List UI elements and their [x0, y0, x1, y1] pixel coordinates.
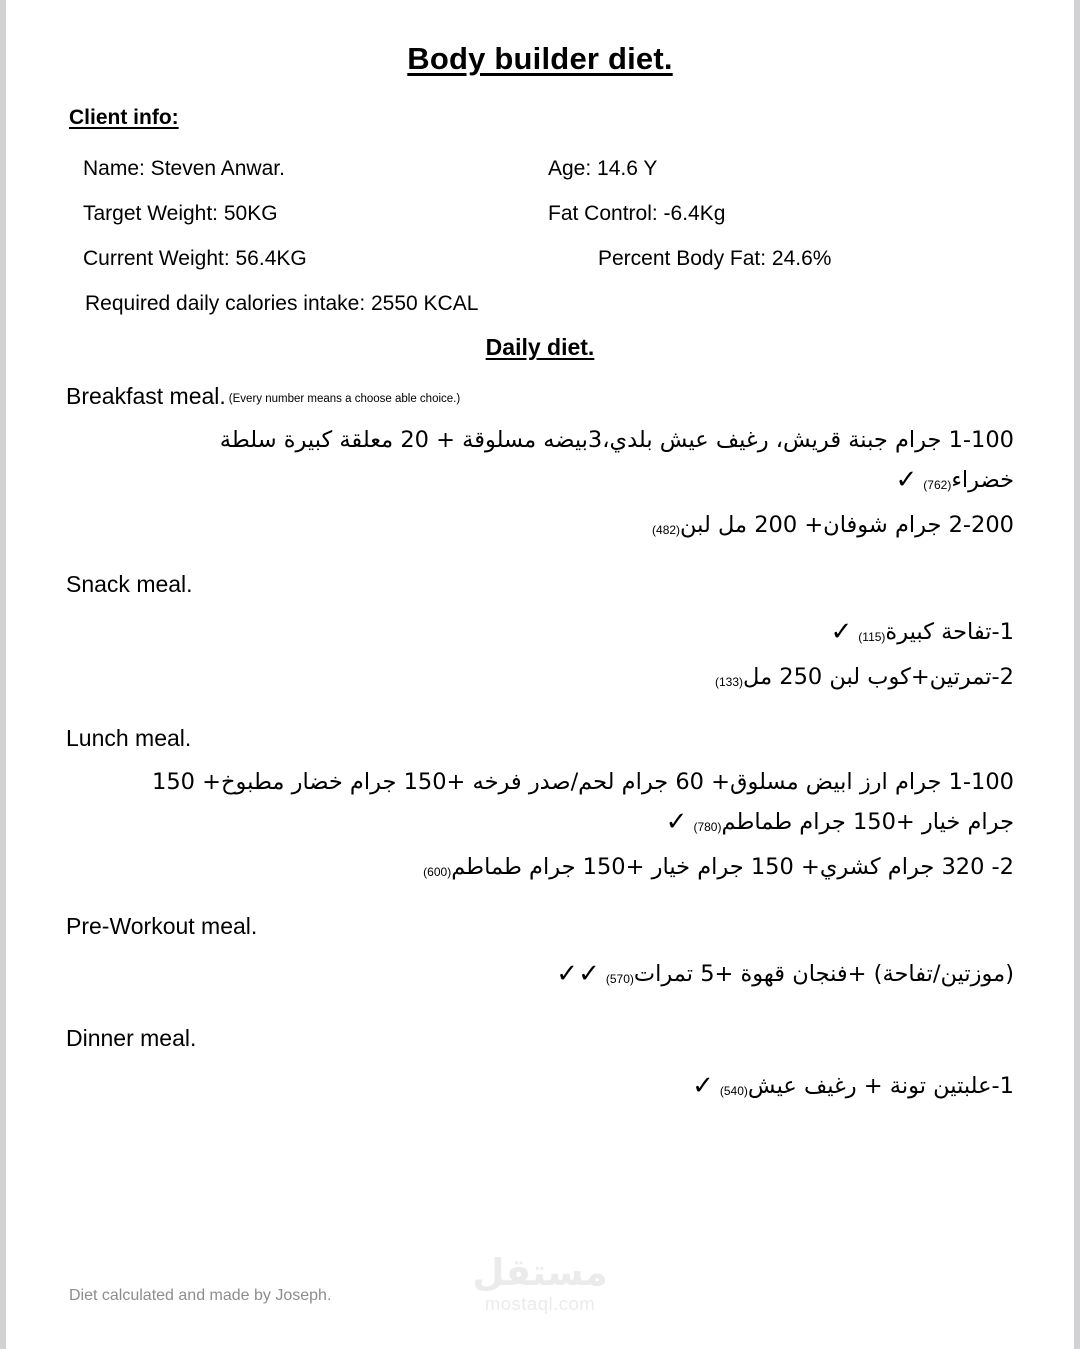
client-fat-control: Fat Control: -6.4Kg — [548, 202, 726, 226]
dinner-option-1-text: 1-علبتين تونة + رغيف عيش — [747, 1072, 1014, 1099]
breakfast-option-2 — [103, 507, 1014, 549]
snack-option-2 — [63, 660, 1014, 703]
lunch-heading — [63, 703, 1017, 752]
snack-option-1-check-icon: ✓ — [830, 617, 853, 648]
preworkout-option-1 — [63, 954, 1014, 1002]
dinner-options — [63, 1052, 1017, 1114]
client-info-row-current-bodyfat — [63, 236, 1017, 281]
breakfast-heading — [63, 361, 1017, 410]
lunch-option-2-text: 2- 320 جرام كشري+ 150 جرام خيار +150 جرام طماطم — [451, 853, 1014, 880]
client-info-row-name-age — [63, 146, 1017, 191]
lunch-option-1-text: 1-100 جرام ارز ابيض مسلوق+ 60 جرام لحم/صدر فرخه +150 جرام خضار مطبوخ+ 150 جرام خيار +150 جرام طماطم — [152, 769, 1014, 835]
client-age: Age: 14.6 Y — [548, 157, 658, 181]
client-info-heading — [63, 76, 1017, 130]
client-info-block — [63, 130, 1017, 314]
page-title — [63, 0, 1017, 76]
daily-diet-heading-text: Daily diet. — [485, 334, 595, 361]
snack-option-1-kcal: (115) — [858, 630, 886, 645]
daily-diet-heading — [63, 314, 1017, 361]
lunch-heading-text: Lunch meal. — [66, 725, 192, 752]
dinner-option-1-kcal: (540) — [719, 1083, 748, 1098]
footer-credit: Diet calculated and made by Joseph. — [69, 1287, 332, 1304]
client-required-calories: Required daily calories intake: 2550 KCAL — [85, 292, 479, 316]
breakfast-option-1-text: 1-100 جرام جبنة قريش، رغيف عيش بلدي،3بيضه مسلوقة + 20 معلقة كبيرة سلطة خضراء — [219, 427, 1014, 493]
mostaql-watermark — [6, 1250, 1074, 1314]
client-name: Name: Steven Anwar. — [83, 157, 285, 181]
snack-options — [63, 598, 1017, 703]
dinner-heading — [63, 1003, 1017, 1052]
snack-option-1 — [63, 612, 1014, 660]
mostaql-logo-arabic: مستقل — [472, 1250, 608, 1294]
client-current-weight: Current Weight: 56.4KG — [83, 247, 307, 271]
lunch-option-2-kcal: (600) — [423, 864, 452, 879]
breakfast-option-2-kcal: (482) — [652, 522, 681, 537]
page-content — [6, 0, 1074, 1349]
client-target-weight: Target Weight: 50KG — [83, 202, 278, 226]
lunch-option-2 — [103, 849, 1014, 891]
client-info-heading-text: Client info: — [69, 106, 179, 130]
breakfast-options — [63, 410, 1017, 549]
breakfast-option-1-check-icon: ✓ — [895, 464, 918, 495]
page-title-text: Body builder diet. — [407, 41, 673, 76]
dinner-heading-text: Dinner meal. — [66, 1024, 197, 1051]
snack-heading-text: Snack meal. — [66, 571, 193, 598]
preworkout-heading — [63, 891, 1017, 940]
client-info-row-target-fat — [63, 191, 1017, 236]
preworkout-heading-text: Pre-Workout meal. — [66, 913, 258, 940]
breakfast-heading-text: Breakfast meal. — [66, 383, 226, 410]
mostaql-logo-url: mostaql.com — [484, 1292, 596, 1314]
page-footer — [6, 1243, 1074, 1313]
snack-option-2-kcal: (133) — [715, 675, 744, 690]
preworkout-option-1-check-icon: ✓✓ — [556, 959, 600, 990]
lunch-option-1-kcal: (780) — [693, 819, 722, 834]
snack-option-2-text: 2-تمرتين+كوب لبن 250 مل — [743, 664, 1014, 691]
breakfast-option-1-kcal: (762) — [923, 477, 952, 492]
lunch-option-1 — [103, 764, 1014, 849]
client-percent-body-fat: Percent Body Fat: 24.6% — [598, 247, 832, 271]
preworkout-option-1-text: (موزتين/تفاحة) +فنجان قهوة +5 تمرات — [633, 961, 1014, 988]
breakfast-option-2-text: 2-200 جرام شوفان+ 200 مل لبن — [680, 511, 1014, 538]
lunch-options — [63, 752, 1017, 891]
snack-option-1-text: 1-تفاحة كبيرة — [885, 619, 1014, 646]
breakfast-note: (Every number means a choose able choice.) — [228, 393, 461, 406]
lunch-option-1-check-icon: ✓ — [665, 806, 688, 837]
dinner-option-1-check-icon: ✓ — [692, 1070, 714, 1101]
dinner-option-1 — [63, 1066, 1014, 1114]
breakfast-option-1 — [103, 422, 1014, 507]
preworkout-options — [63, 940, 1017, 1002]
snack-heading — [63, 549, 1017, 598]
preworkout-option-1-kcal: (570) — [605, 972, 634, 987]
